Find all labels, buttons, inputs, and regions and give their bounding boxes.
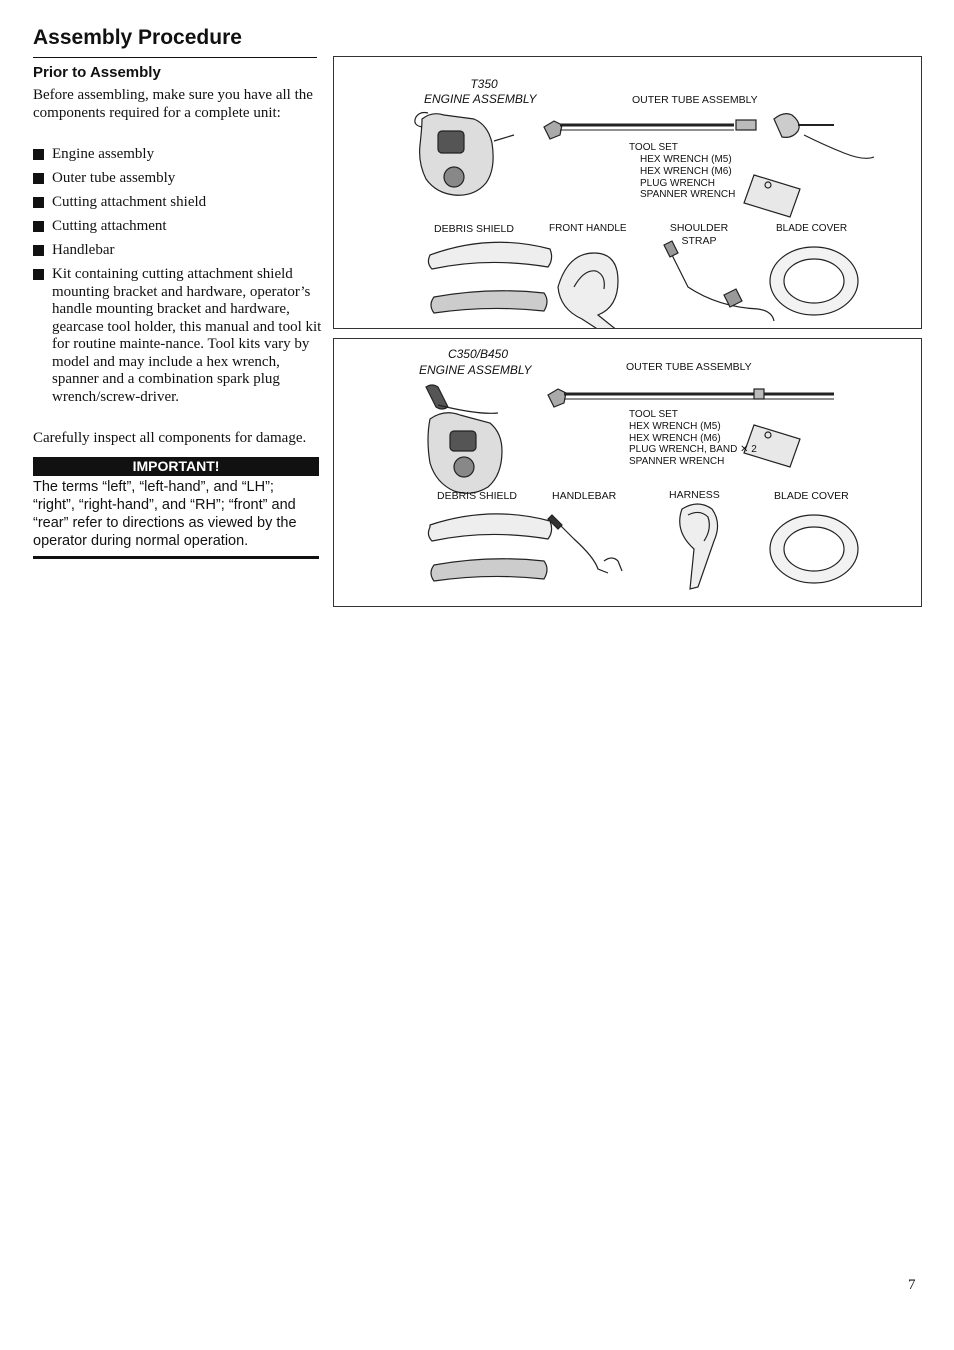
figure2-toolset-item: HEX WRENCH (M5) (629, 421, 721, 432)
list-item-text: Handlebar (52, 242, 115, 258)
list-item (33, 146, 323, 164)
tool-kit-bag-icon (744, 175, 800, 217)
list-item (33, 194, 323, 212)
front-handle-icon (558, 253, 628, 328)
bullet-square-icon (33, 221, 44, 232)
blade-cover-icon (770, 515, 858, 583)
bullet-square-icon (33, 245, 44, 256)
figure1-toolset-item: PLUG WRENCH (640, 178, 716, 189)
figure2-handlebar-label: HANDLEBAR (552, 490, 617, 502)
list-item-text: Cutting attachment (52, 218, 167, 234)
list-item (33, 218, 323, 236)
figure1-engine-label: ENGINE ASSEMBLY (424, 92, 537, 106)
figure-c350-b450-components (333, 338, 922, 607)
page-title: Assembly Procedure (33, 26, 242, 49)
list-item (33, 266, 323, 406)
debris-shield-icon (428, 242, 551, 313)
bullet-square-icon (33, 173, 44, 184)
figure2-model: C350/B450 (447, 347, 509, 361)
figure1-front-handle-label: FRONT HANDLE (549, 223, 627, 234)
figure1-shoulder-strap-label: SHOULDER (669, 222, 729, 234)
figure1-toolset-item: SPANNER WRENCH (640, 189, 736, 200)
figure2-toolset-title: TOOL SET (629, 409, 678, 420)
harness-icon (680, 504, 718, 589)
important-text: The terms “left”, “left-hand”, and “LH”; “right”, “right-hand”, and “RH”; “front” and “rear” refer to directions as viewed by the operator during normal operation. (33, 479, 297, 549)
figure1-model: T350 (470, 77, 498, 91)
engine-assembly-icon (415, 113, 514, 196)
list-item (33, 242, 323, 260)
figure1-toolset-item: HEX WRENCH (M6) (640, 166, 732, 177)
inspect-note: Carefully inspect all components for damage. (33, 430, 307, 446)
list-item-text: Outer tube assembly (52, 170, 176, 186)
title-rule (33, 57, 317, 58)
figure-t350-illustration (334, 57, 921, 328)
figure1-debris-shield-label: DEBRIS SHIELD (434, 223, 514, 235)
handlebar-icon (548, 515, 622, 573)
bullet-square-icon (33, 197, 44, 208)
figure-c350-illustration (334, 339, 921, 606)
figure-t350-components (333, 56, 922, 329)
important-rule (33, 556, 319, 559)
intro-paragraph: Before assembling, make sure you have all the components required for a complete unit: (33, 87, 313, 121)
important-label: IMPORTANT! (33, 457, 319, 476)
component-list (33, 146, 323, 413)
outer-tube-icon (548, 389, 834, 407)
list-item (33, 170, 323, 188)
figure1-tube-label: OUTER TUBE ASSEMBLY (632, 94, 758, 106)
bullet-square-icon (33, 149, 44, 160)
figure1-toolset-item: HEX WRENCH (M5) (640, 154, 732, 165)
list-item-text: Cutting attachment shield (52, 194, 207, 210)
blade-cover-icon (770, 247, 858, 315)
figure1-shoulder-strap-label: STRAP (681, 235, 717, 247)
bullet-square-icon (33, 269, 44, 280)
outer-tube-icon (544, 114, 874, 159)
figure2-toolset-item: SPANNER WRENCH (629, 456, 725, 467)
section-heading: Prior to Assembly (33, 64, 161, 81)
list-item-text: Engine assembly (52, 146, 155, 162)
debris-shield-icon (428, 514, 551, 581)
figure2-toolset-item: HEX WRENCH (M6) (629, 433, 721, 444)
engine-assembly-icon (426, 385, 502, 493)
page-number: 7 (908, 1277, 916, 1293)
figure2-harness-label: HARNESS (669, 489, 720, 501)
figure2-blade-cover-label: BLADE COVER (774, 490, 849, 502)
figure2-toolset-item: PLUG WRENCH, BAND ✕ 2 (629, 444, 757, 455)
figure2-engine-label: ENGINE ASSEMBLY (419, 363, 532, 377)
list-item-text: Kit containing cutting attachment shield mounting bracket and hardware, operator’s handle mounting bracket and hardware, gearcase tool holder, this manual and tool kit for routine mainte-nance. Tool kits vary by model and may include a hex wrench, spanner and a combination spark plug wrench/screw-driver. (52, 266, 322, 405)
figure1-blade-cover-label: BLADE COVER (776, 223, 848, 234)
figure1-toolset-title: TOOL SET (629, 142, 678, 153)
figure2-tube-label: OUTER TUBE ASSEMBLY (626, 361, 752, 373)
shoulder-strap-icon (664, 241, 774, 321)
figure2-debris-shield-label: DEBRIS SHIELD (437, 490, 517, 502)
